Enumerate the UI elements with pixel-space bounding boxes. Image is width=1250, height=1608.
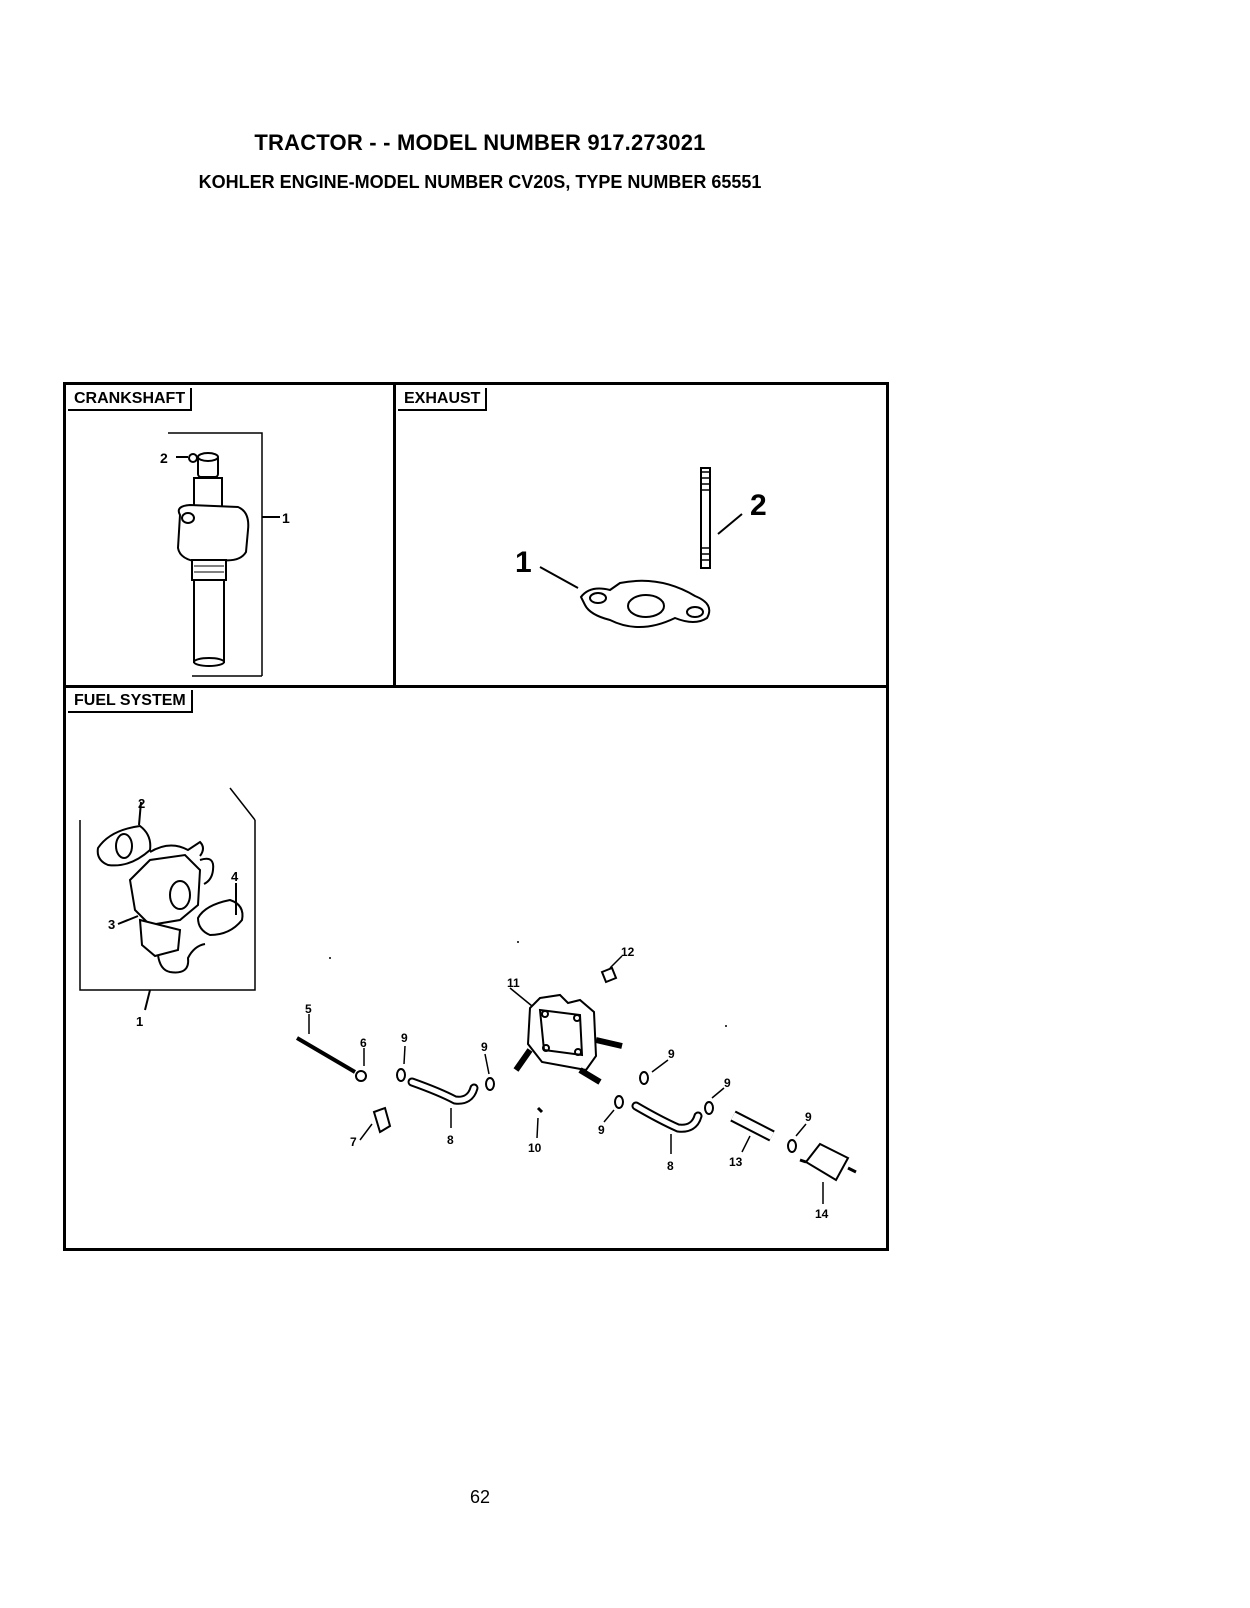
fuel-callout-13: 13: [729, 1155, 743, 1169]
fuel-callout-6: 6: [360, 1036, 367, 1050]
exhaust-section-label: EXHAUST: [398, 388, 487, 411]
fuel-callout-9e: 9: [724, 1076, 731, 1090]
fuel-callout-8a: 8: [447, 1133, 454, 1147]
fuel-system-section-label: FUEL SYSTEM: [68, 690, 193, 713]
fuel-callout-4: 4: [231, 869, 239, 884]
crankshaft-section-label: CRANKSHAFT: [68, 388, 192, 411]
fuel-callout-10: 10: [528, 1141, 542, 1155]
crankshaft-callout-2: 2: [160, 450, 168, 466]
fuel-callout-14: 14: [815, 1207, 829, 1221]
fuel-callout-7: 7: [350, 1135, 357, 1149]
page-number: 62: [469, 1487, 491, 1507]
fuel-callout-2: 2: [138, 796, 146, 811]
fuel-callout-12: 12: [621, 945, 635, 959]
page-subtitle: KOHLER ENGINE-MODEL NUMBER CV20S, TYPE NUMBER 65551: [198, 172, 762, 192]
exhaust-callout-2: 2: [750, 489, 767, 522]
fuel-callout-9a: 9: [401, 1031, 408, 1045]
fuel-callout-9b: 9: [481, 1040, 488, 1054]
fuel-callout-5: 5: [305, 1002, 312, 1016]
crankshaft-callout-1: 1: [282, 510, 290, 526]
page-title: TRACTOR - - MODEL NUMBER 917.273021: [254, 130, 706, 155]
fuel-callout-9d: 9: [598, 1123, 605, 1137]
fuel-callout-1: 1: [136, 1014, 144, 1029]
crankshaft-drawing: [168, 433, 280, 676]
exhaust-drawing: [540, 468, 742, 627]
fuel-callout-9c: 9: [668, 1047, 675, 1061]
fuel-callout-3: 3: [108, 917, 116, 932]
fuel-callout-11: 11: [507, 976, 520, 990]
carburetor-drawing: [80, 788, 255, 1010]
fuel-callout-9f: 9: [805, 1110, 812, 1124]
fuel-pump-lines-drawing: [297, 941, 856, 1204]
exhaust-callout-1: 1: [515, 546, 532, 579]
fuel-callout-8b: 8: [667, 1159, 674, 1173]
